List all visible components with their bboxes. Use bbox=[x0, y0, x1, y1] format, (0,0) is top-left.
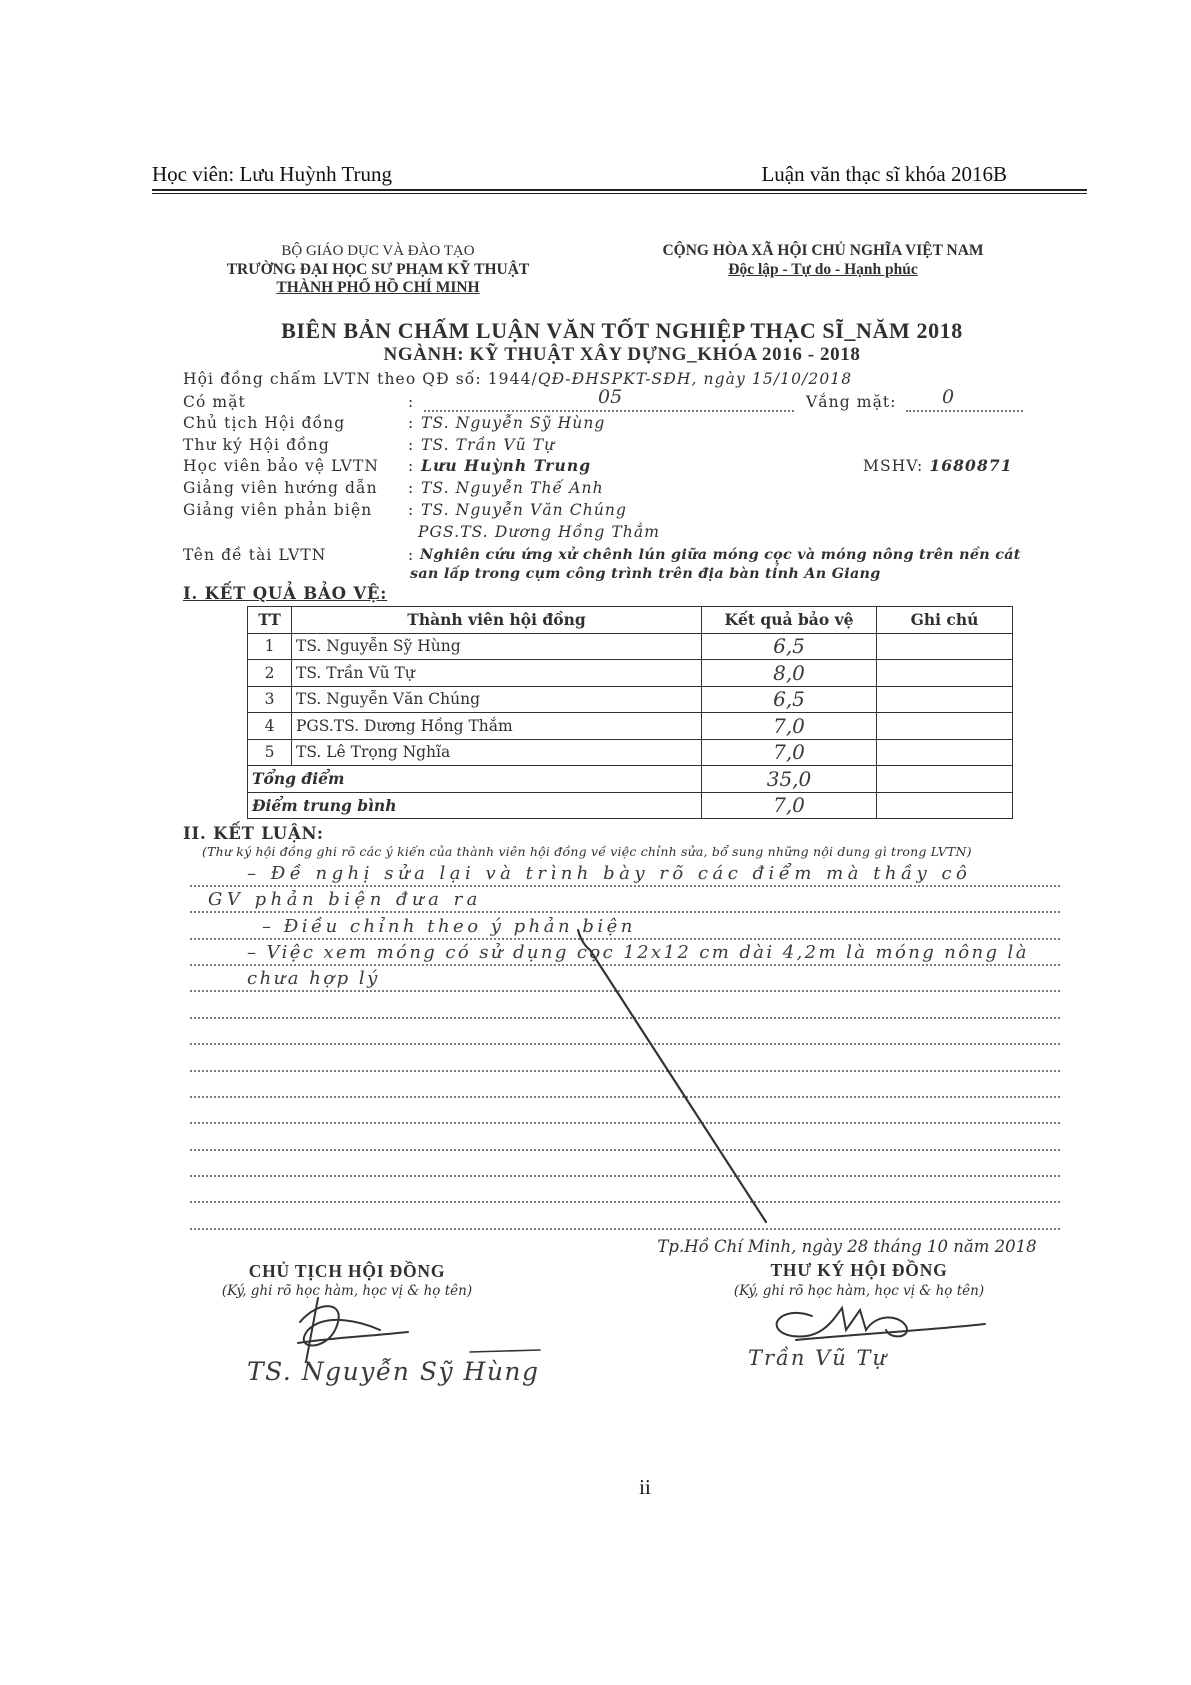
member-name: TS. Lê Trọng Nghĩa bbox=[292, 739, 702, 766]
secretary-value: TS. Trần Vũ Tự bbox=[421, 436, 556, 454]
present-label: Có mặt bbox=[183, 393, 246, 411]
handwritten-comment-line: GV phản biện đưa ra bbox=[208, 889, 482, 910]
advisor-separator: : bbox=[408, 479, 415, 497]
student-id-label: MSHV: bbox=[863, 457, 924, 475]
reviewer2-value: PGS.TS. Dương Hồng Thắm bbox=[418, 523, 661, 541]
absent-value: 0 bbox=[942, 386, 955, 408]
handwritten-comment-line: – Điều chỉnh theo ý phản biện bbox=[262, 916, 636, 937]
column-header: TT bbox=[248, 607, 292, 634]
decision-prefix: Hội đồng chấm LVTN theo QĐ số: 1944/ bbox=[183, 370, 538, 388]
topic-label: Tên đề tài LVTN bbox=[183, 546, 327, 564]
page-number: ii bbox=[639, 1475, 651, 1499]
handwritten-comment-line: – Đề nghị sửa lại và trình bày rõ các điểm mà thầy cô bbox=[247, 863, 972, 884]
score: 6,5 bbox=[702, 686, 877, 713]
dotted-line bbox=[190, 1096, 1060, 1098]
dotted-line bbox=[190, 1201, 1060, 1203]
advisor-value: TS. Nguyễn Thế Anh bbox=[421, 479, 604, 497]
chair-signature-mark bbox=[298, 1298, 408, 1362]
decision-suffix: QĐ-ĐHSPKT-SĐH, ngày 15/10/2018 bbox=[537, 370, 853, 388]
student-separator: : bbox=[408, 457, 415, 475]
dotted-line bbox=[190, 1017, 1060, 1019]
note-cell bbox=[877, 686, 1013, 713]
member-name: PGS.TS. Dương Hồng Thắm bbox=[292, 713, 702, 740]
score: 8,0 bbox=[702, 660, 877, 687]
note-cell bbox=[877, 792, 1013, 819]
column-header: Kết quả bảo vệ bbox=[702, 607, 877, 634]
note-cell bbox=[877, 739, 1013, 766]
secretary-label: Thư ký Hội đồng bbox=[183, 436, 330, 454]
handwritten-comment-line: chưa hợp lý bbox=[247, 968, 380, 989]
reviewer-label: Giảng viên phản biện bbox=[183, 501, 373, 519]
advisor-label: Giảng viên hướng dẫn bbox=[183, 479, 378, 497]
note-cell bbox=[877, 633, 1013, 660]
chair-name-underline bbox=[470, 1350, 540, 1352]
average-label: Điểm trung bình bbox=[248, 792, 702, 819]
decision-line bbox=[183, 368, 852, 390]
row-number: 5 bbox=[248, 739, 292, 766]
total-row bbox=[248, 766, 1013, 793]
table-row bbox=[248, 633, 1013, 660]
secretary-signature-title: THƯ KÝ HỘI ĐỒNG bbox=[770, 1260, 948, 1280]
chair-separator: : bbox=[408, 414, 415, 432]
member-name: TS. Nguyễn Sỹ Hùng bbox=[292, 633, 702, 660]
university-name: TRƯỜNG ĐẠI HỌC SƯ PHẠM KỸ THUẬT bbox=[226, 261, 530, 278]
city-name-text: THÀNH PHỐ HỒ CHÍ MINH bbox=[276, 279, 480, 296]
document-subtitle: NGÀNH: KỸ THUẬT XÂY DỰNG_KHÓA 2016 - 2018 bbox=[383, 344, 861, 365]
topic-separator: : bbox=[408, 546, 415, 564]
reviewer-value: TS. Nguyễn Văn Chúng bbox=[421, 501, 628, 519]
strike-through-line bbox=[578, 930, 766, 1222]
row-number: 3 bbox=[248, 686, 292, 713]
topic-line-1: Nghiên cứu ứng xử chênh lún giữa móng cọc và móng nông trên nền cát bbox=[420, 547, 1021, 563]
student-label: Học viên bảo vệ LVTN bbox=[183, 457, 380, 475]
republic-motto-text: Độc lập - Tự do - Hạnh phúc bbox=[728, 261, 918, 278]
member-name: TS. Trần Vũ Tự bbox=[292, 660, 702, 687]
total-label: Tổng điểm bbox=[248, 766, 702, 793]
republic-name: CỘNG HÒA XÃ HỘI CHỦ NGHĨA VIỆT NAM bbox=[662, 242, 984, 259]
student-value: Lưu Huỳnh Trung bbox=[421, 456, 592, 475]
row-number: 2 bbox=[248, 660, 292, 687]
dotted-line bbox=[190, 1070, 1060, 1072]
table-row bbox=[248, 713, 1013, 740]
results-table bbox=[247, 606, 1013, 819]
member-name: TS. Nguyễn Văn Chúng bbox=[292, 686, 702, 713]
table-row bbox=[248, 660, 1013, 687]
absent-label: Vắng mặt: bbox=[806, 393, 897, 411]
average-row bbox=[248, 792, 1013, 819]
signing-date: Tp.Hồ Chí Minh, ngày 28 tháng 10 năm 2018 bbox=[657, 1237, 1037, 1256]
secretary-separator: : bbox=[408, 436, 415, 454]
chair-signature-note: (Ký, ghi rõ học hàm, học vị & họ tên) bbox=[221, 1283, 473, 1299]
chair-handwritten-name: TS. Nguyễn Sỹ Hùng bbox=[247, 1357, 540, 1386]
reviewer-separator: : bbox=[408, 501, 415, 519]
secretary-signature-mark bbox=[777, 1308, 985, 1340]
table-header-row bbox=[248, 607, 1013, 634]
results-heading-text: I. KẾT QUẢ BẢO VỆ: bbox=[183, 584, 388, 603]
student-id-value: 1680871 bbox=[929, 456, 1013, 475]
absent-dotted-line bbox=[906, 410, 1023, 412]
header-student: Học viên: Lưu Huỳnh Trung bbox=[152, 162, 393, 186]
conclusion-instruction: (Thư ký hội đồng ghi rõ các ý kiến của thành viên hội đồng về việc chỉnh sửa, bổ sung những nội dung gì trong LVTN) bbox=[202, 844, 972, 859]
note-cell bbox=[877, 766, 1013, 793]
dotted-line bbox=[190, 1228, 1060, 1230]
document-title: BIÊN BẢN CHẤM LUẬN VĂN TỐT NGHIỆP THẠC SĨ_NĂM 2018 bbox=[281, 318, 963, 343]
results-heading bbox=[183, 583, 387, 605]
score: 7,0 bbox=[702, 713, 877, 740]
column-header: Ghi chú bbox=[877, 607, 1013, 634]
present-value: 05 bbox=[598, 386, 623, 408]
column-header: Thành viên hội đồng bbox=[292, 607, 702, 634]
header-rule bbox=[152, 189, 1087, 194]
note-cell bbox=[877, 660, 1013, 687]
secretary-handwritten-name: Trần Vũ Tự bbox=[748, 1346, 889, 1370]
table-row bbox=[248, 686, 1013, 713]
header-thesis: Luận văn thạc sĩ khóa 2016B bbox=[761, 162, 1007, 186]
row-number: 1 bbox=[248, 633, 292, 660]
topic-line-2: san lấp trong cụm công trình trên địa bàn tỉnh An Giang bbox=[410, 566, 881, 582]
dotted-line bbox=[190, 1122, 1060, 1124]
dotted-line bbox=[190, 1149, 1060, 1151]
chair-value: TS. Nguyễn Sỹ Hùng bbox=[421, 414, 606, 432]
city-name bbox=[178, 279, 578, 297]
note-cell bbox=[877, 713, 1013, 740]
republic-motto bbox=[573, 261, 1073, 279]
score: 6,5 bbox=[702, 633, 877, 660]
dotted-line bbox=[190, 1175, 1060, 1177]
ministry-name: BỘ GIÁO DỤC VÀ ĐÀO TẠO bbox=[281, 243, 475, 259]
average-value: 7,0 bbox=[702, 792, 877, 819]
score: 7,0 bbox=[702, 739, 877, 766]
present-separator: : bbox=[408, 393, 415, 411]
total-value: 35,0 bbox=[702, 766, 877, 793]
table-row bbox=[248, 739, 1013, 766]
row-number: 4 bbox=[248, 713, 292, 740]
handwritten-comment-line: – Việc xem móng có sử dụng cọc 12x12 cm dài 4,2m là móng nông là bbox=[247, 942, 1029, 963]
student-id bbox=[863, 455, 1013, 477]
conclusion-heading: II. KẾT LUẬN: bbox=[183, 824, 324, 843]
dotted-line bbox=[190, 1043, 1060, 1045]
secretary-signature-note: (Ký, ghi rõ học hàm, học vị & họ tên) bbox=[733, 1283, 985, 1299]
chair-signature-title: CHỦ TỊCH HỘI ĐỒNG bbox=[248, 1261, 446, 1281]
chair-label: Chủ tịch Hội đồng bbox=[183, 414, 346, 432]
